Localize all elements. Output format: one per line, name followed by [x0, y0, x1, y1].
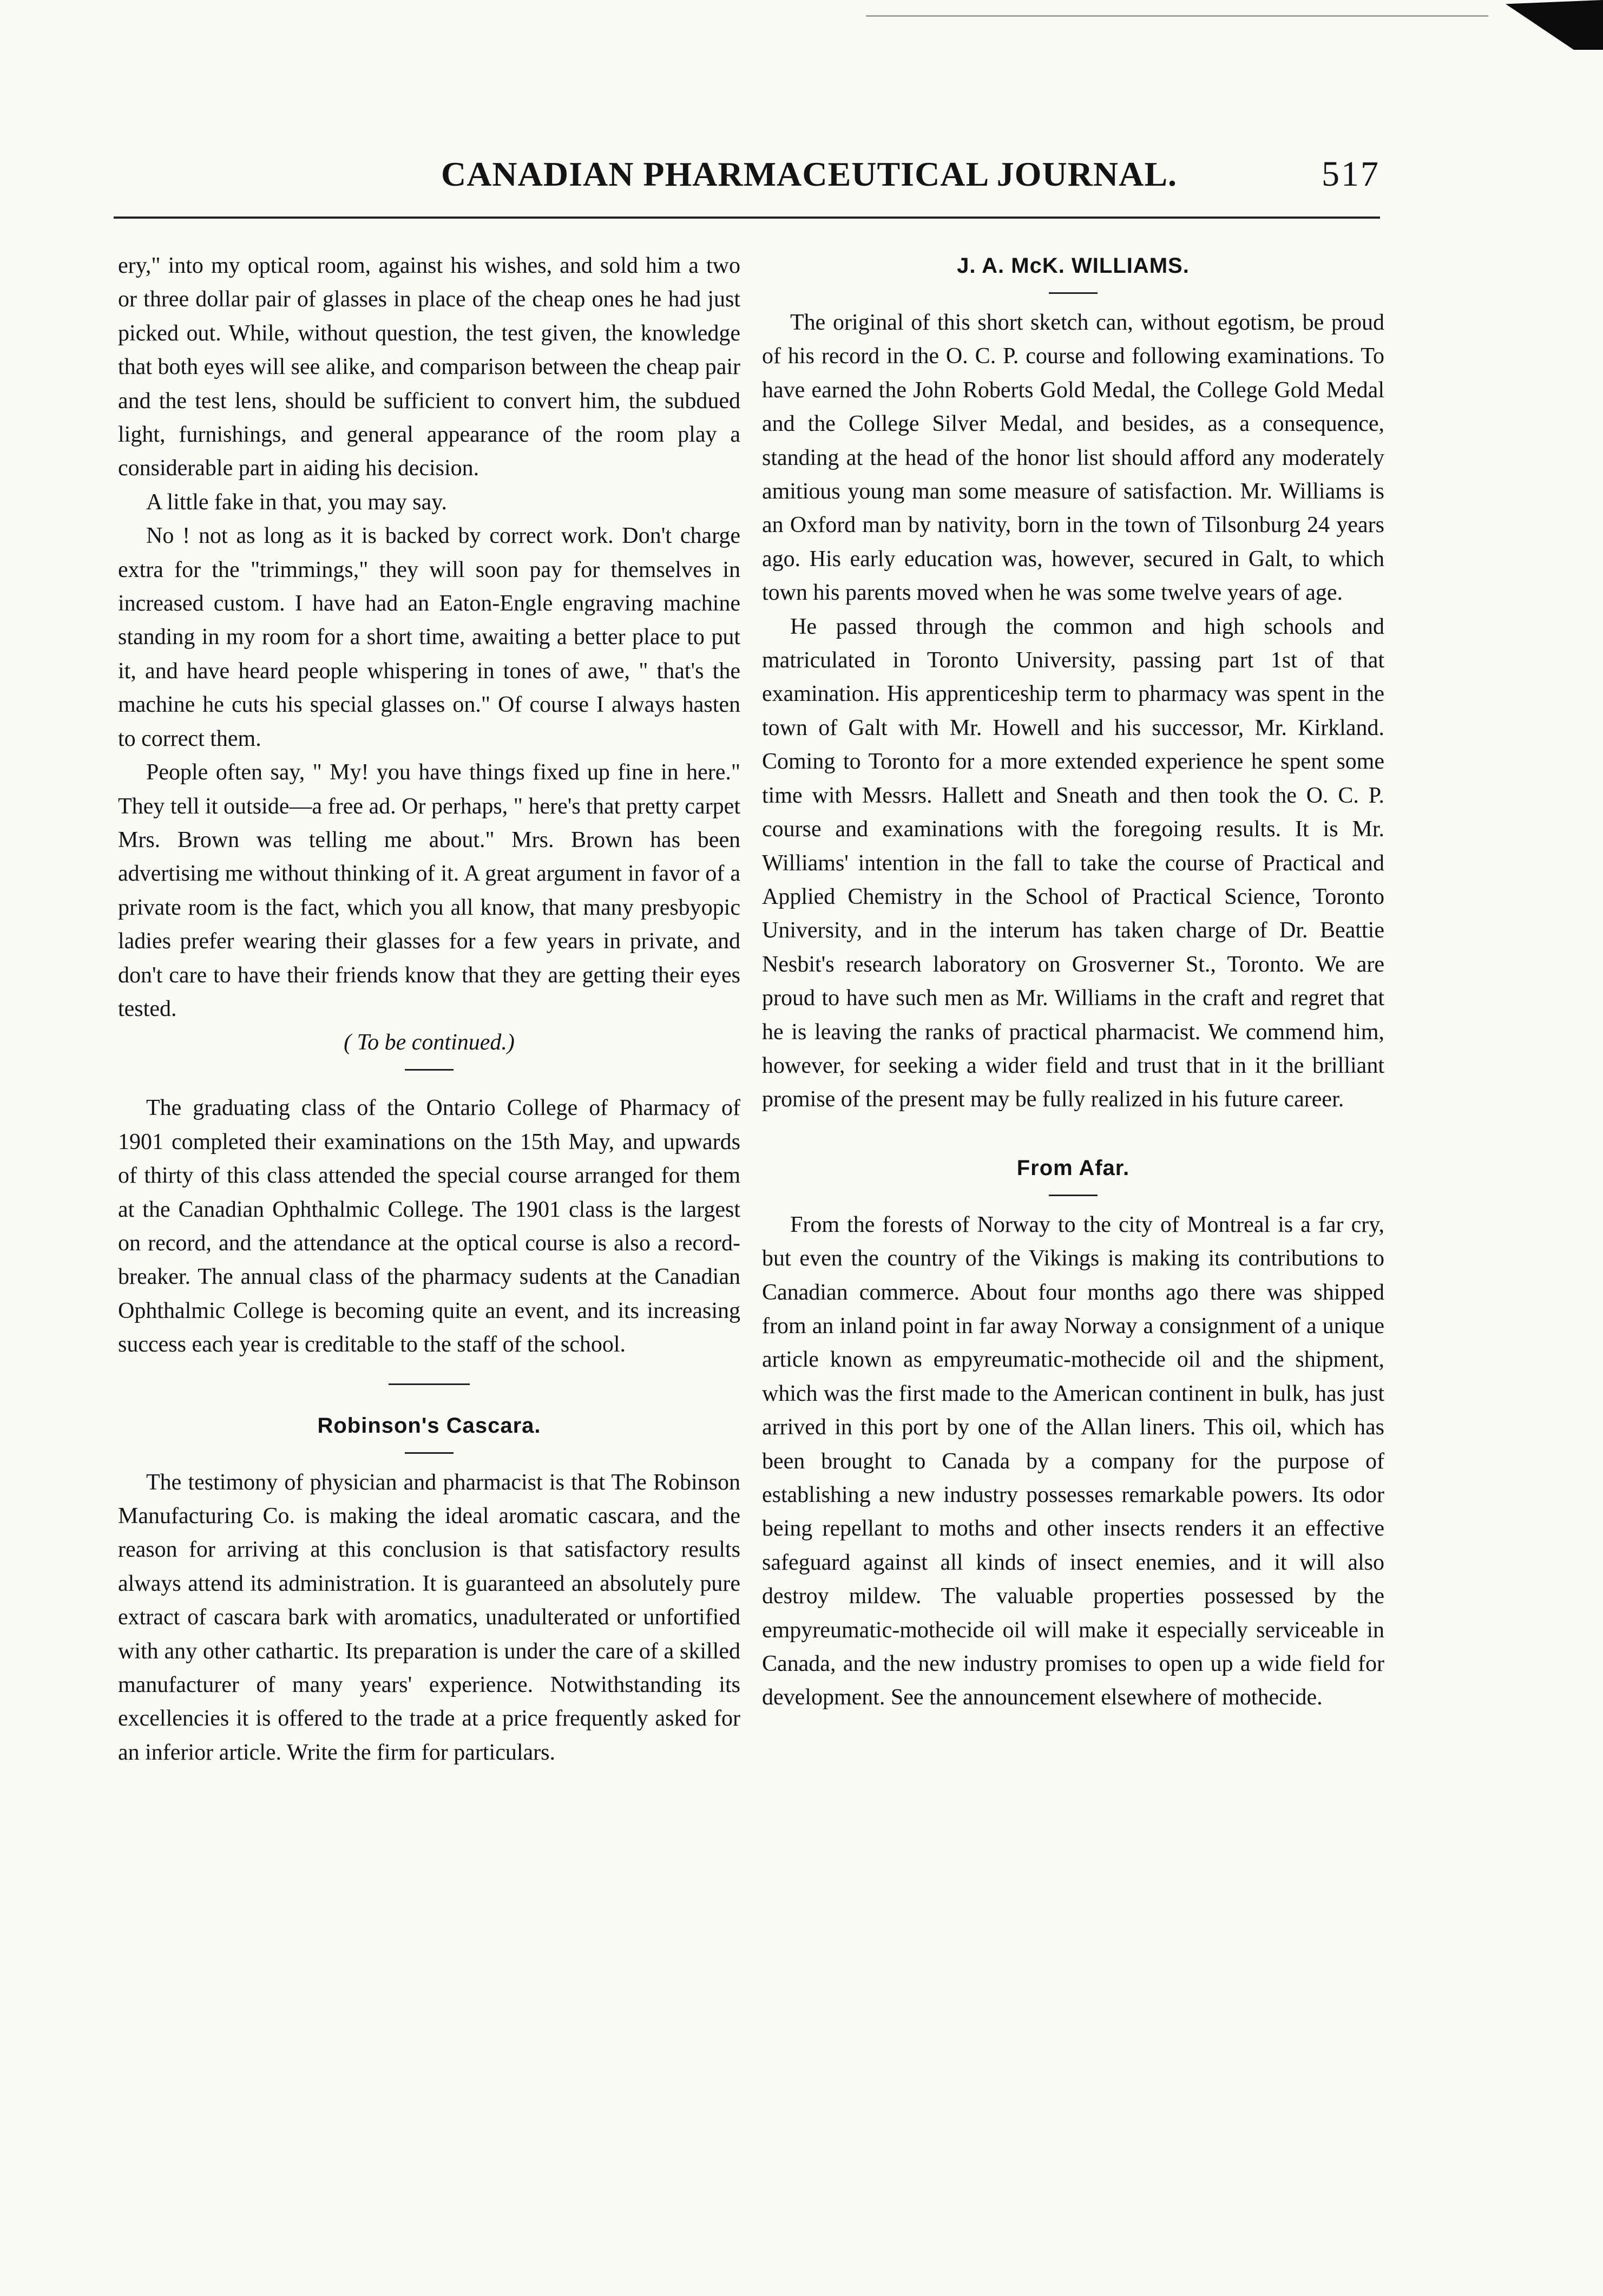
- section-heading-from-afar: From Afar.: [1016, 1156, 1130, 1180]
- heading-underline: [405, 1452, 454, 1454]
- journal-title: CANADIAN PHARMACEUTICAL JOURNAL.: [441, 155, 1178, 193]
- heading-underline: [1049, 292, 1098, 294]
- heading-underline: [1049, 1195, 1098, 1196]
- section-heading-williams: J. A. McK. WILLIAMS.: [957, 254, 1190, 278]
- header-rule: [114, 217, 1380, 219]
- scan-edge-line: [866, 15, 1488, 17]
- section-heading-robinsons-cascara: Robinson's Cascara.: [317, 1413, 541, 1438]
- article-paragraph: The original of this short sketch can, without egotism, be proud of his record in the O. C. P. course and following examinations. To have earned the John Roberts Gold Medal, the College Gold Medal and the College Silver Medal, and besides, as a consequence, standing at the head of the honor list should afford any moderately amitious young man some measure of satisfaction. Mr. Williams is an Oxford man by nativity, born in the town of Tilsonburg 24 years ago. His early education was, however, secured in Galt, to which town his parents moved when he was some twelve years of age.: [762, 310, 1384, 606]
- article-paragraph: The graduating class of the Ontario College of Pharmacy of 1901 completed their examinations on the 15th May, and upwards of thirty of this class attended the special course arranged for them at the Canadian Ophthalmic College. The 1901 class is the largest on record, and the attendance at the optical course is also a record-breaker. The annual class of the pharmacy sudents at the Canadian Ophthalmic College is becoming quite an event, and its increasing success each year is creditable to the staff of the school.: [118, 1095, 740, 1357]
- page-number: 517: [1322, 154, 1380, 194]
- continued-note: ( To be continued.): [344, 1030, 515, 1055]
- left-column: [118, 249, 740, 1769]
- article-paragraph: He passed through the common and high schools and matriculated in Toronto University, passing part 1st of that examination. His apprenticeship term to pharmacy was spent in the town of Galt with Mr. Howell and his successor, Mr. Kirkland. Coming to Toronto for a more extended experience he spent some time with Messrs. Hallett and Sneath and then took the O. C. P. course and examinations with the foregoing results. It is Mr. Williams' intention in the fall to take the course of Practical and Applied Chemistry in the School of Practical Science, Toronto University, and in the interum has taken charge of Dr. Beattie Nesbit's research laboratory on Grosverner St., Toronto. We are proud to have such men as Mr. Williams in the craft and regret that he is leaving the ranks of practical pharmacist. We commend him, however, for seeking a wider field and trust that in it the brilliant promise of the present may be fully realized in his future career.: [762, 614, 1384, 1112]
- article-paragraph: ery," into my optical room, against his wishes, and sold him a two or three dollar pair of glasses in place of the cheap ones he had just picked out. While, without question, the test given, the knowledge that both eyes will see alike, and comparison between the cheap pair and the test lens, should be sufficient to convert him, the subdued light, furnishings, and general appearance of the room play a considerable part in aiding his decision.: [118, 253, 740, 481]
- article-paragraph: A little fake in that, you may say.: [146, 489, 447, 515]
- article-paragraph: From the forests of Norway to the city of Montreal is a far cry, but even the country of the Vikings is making its contributions to Canadian commerce. About four months ago there was shipped from an inland point in far away Norway a consignment of a unique article known as empyreumatic-mothecide oil and the shipment, which was the first made to the American continent in bulk, has just arrived in this port by one of the Allan liners. This oil, which has been brought to Canada by a company for the purpose of establishing a new industry possesses remarkable powers. Its odor being repellant to moths and other insects renders it an effective safeguard against all kinds of insect enemies, and it will also destroy mildew. The valuable properties possessed by the empyreumatic-mothecide oil will make it especially serviceable in Canada, and the new industry promises to open up a wide field for development. See the announcement elsewhere of mothecide.: [762, 1212, 1384, 1710]
- right-column: [762, 249, 1384, 1715]
- section-divider: [389, 1383, 470, 1385]
- article-paragraph: No ! not as long as it is backed by correct work. Don't charge extra for the "trimmings," they will soon pay for themselves in increased custom. I have had an Eaton-Engle engraving machine standing in my room for a short time, awaiting a better place to put it, and have heard people whispering in tones of awe, " that's the machine he cuts his special glasses on." Of course I always hasten to correct them.: [118, 523, 740, 751]
- section-divider: [405, 1069, 454, 1071]
- page-header: [114, 142, 1380, 207]
- article-paragraph: People often say, " My! you have things fixed up fine in here." They tell it outside—a free ad. Or perhaps, " here's that pretty carpet Mrs. Brown was telling me about." Mrs. Brown has been advertising me without thinking of it. A great argument in favor of a private room is the fact, which you all know, that many presbyopic ladies prefer wearing their glasses for a few years in private, and don't care to have their friends know that they are getting their eyes tested.: [118, 760, 740, 1021]
- article-paragraph: The testimony of physician and pharmacist is that The Robinson Manufacturing Co. is making the ideal aromatic cascara, and the reason for arriving at this conclusion is that satisfactory results always attend its administration. It is guaranteed an absolutely pure extract of cascara bark with aromatics, unadulterated or unfortified with any other cathartic. Its preparation is under the care of a skilled manufacturer of many years' experience. Notwithstanding its excellencies it is offered to the trade at a price frequently asked for an inferior article. Write the firm for particulars.: [118, 1470, 740, 1765]
- scan-corner-mark: [1506, 0, 1603, 50]
